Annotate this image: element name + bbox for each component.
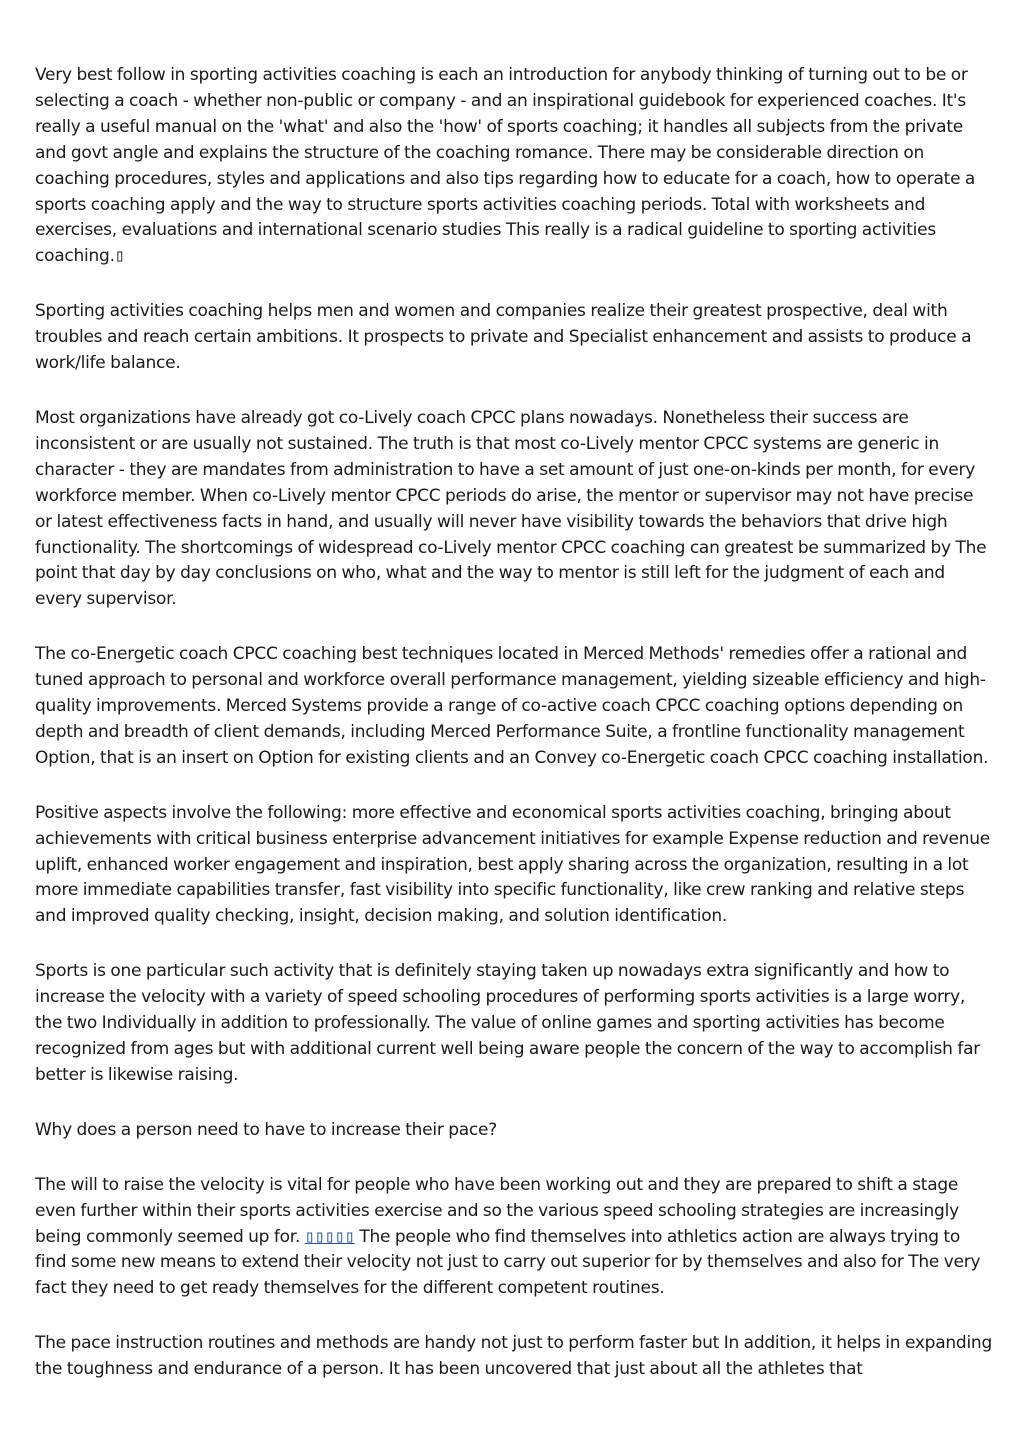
paragraph: The co-Energetic coach CPCC coaching best techniques located in Merced Methods' remedies offer a rational and tuned approach to personal and workforce overall performance management, yielding sizeable efficiency and high-quality improvements. Merced Systems provide a range of co-active coach CPCC coaching options depending on depth and breadth of client demands, including Merced Performance Suite, a frontline functionality management Option, that is an insert on Option for existing clients and an Convey co-Energetic coach CPCC coaching installation. bbox=[35, 644, 989, 768]
paragraph: Sports is one particular such activity that is definitely staying taken up nowadays extra significantly and how to increase the velocity with a variety of speed schooling procedures of performing sports activities is a large worry, the two Individually in addition to professionally. The value of online games and sporting activities has become recognized from ages but with additional current well being aware people the concern of the way to accomplish far better is likewise raising. bbox=[35, 961, 980, 1085]
paragraph-text: Very best follow in sporting activities coaching is each an introduction for anybody thinking of turning out to be or selecting a coach - whether non-public or company - and an inspirational guidebook for experienced coaches. It's really a useful manual on the 'what' and also the 'how' of sports coaching; it handles all subjects from the private and govt angle and explains the structure of the coaching romance. There may be considerable direction on coaching procedures, styles and applications and also tips regarding how to educate for a coach, how to operate a sports coaching apply and the way to structure sports activities coaching periods. Total with worksheets and exercises, evaluations and international scenario studies This really is a radical guideline to sporting activities coaching. bbox=[35, 65, 976, 267]
paragraph bbox=[35, 63, 993, 270]
paragraph-text: The will to raise the velocity is vital for people who have been working out and they are prepared to shift a stage even further within their sports activities exercise and so the various speed schooling strategies are increasingly being commonly seemed up for. bbox=[35, 1174, 959, 1247]
paragraph: Most organizations have already got co-Lively coach CPCC plans nowadays. Nonetheless their success are inconsistent or are usually not sustained. The truth is that most co-Lively mentor CPCC systems are generic in character - they are mandates from administration to have a set amount of just one-on-kinds per month, for every workforce member. When co-Lively mentor CPCC periods do arise, the mentor or supervisor may not have precise or latest effectiveness facts in hand, and usually will never have visibility towards the behaviors that drive high functionality. The shortcomings of widespread co-Lively mentor CPCC coaching can greatest be summarized by The point that day by day conclusions on who, what and the way to mentor is still left for the judgment of each and every supervisor. bbox=[35, 407, 987, 610]
inline-link[interactable]: ▯▯▯▯▯ bbox=[304, 1226, 355, 1247]
document-body bbox=[35, 63, 993, 1412]
paragraph bbox=[35, 1173, 993, 1303]
paragraph-text: The people who find themselves into athletics action are always trying to find some new means to extend their velocity not just to carry out superior for by themselves and also for The very fact they need to get ready themselves for the different competent routines. bbox=[35, 1226, 981, 1299]
paragraph: Positive aspects involve the following: more effective and economical sports activities coaching, bringing about achievements with critical business enterprise advancement initiatives for example Expense reduction and revenue uplift, enhanced worker engagement and inspiration, best apply sharing across the organization, resulting in a lot more immediate capabilities transfer, fast visibility into specific functionality, like crew ranking and relative steps and improved quality checking, insight, decision making, and solution identification. bbox=[35, 802, 991, 927]
missing-glyph: ▯ bbox=[114, 246, 125, 267]
paragraph: Why does a person need to have to increase their pace? bbox=[35, 1119, 498, 1140]
paragraph: The pace instruction routines and methods are handy not just to perform faster but In addition, it helps in expanding the toughness and endurance of a person. It has been uncovered that just about all the athletes that bbox=[35, 1333, 992, 1380]
paragraph: Sporting activities coaching helps men and women and companies realize their greatest prospective, deal with troubles and reach certain ambitions. It prospects to private and Specialist enhancement and assists to produce a work/life balance. bbox=[35, 301, 972, 374]
